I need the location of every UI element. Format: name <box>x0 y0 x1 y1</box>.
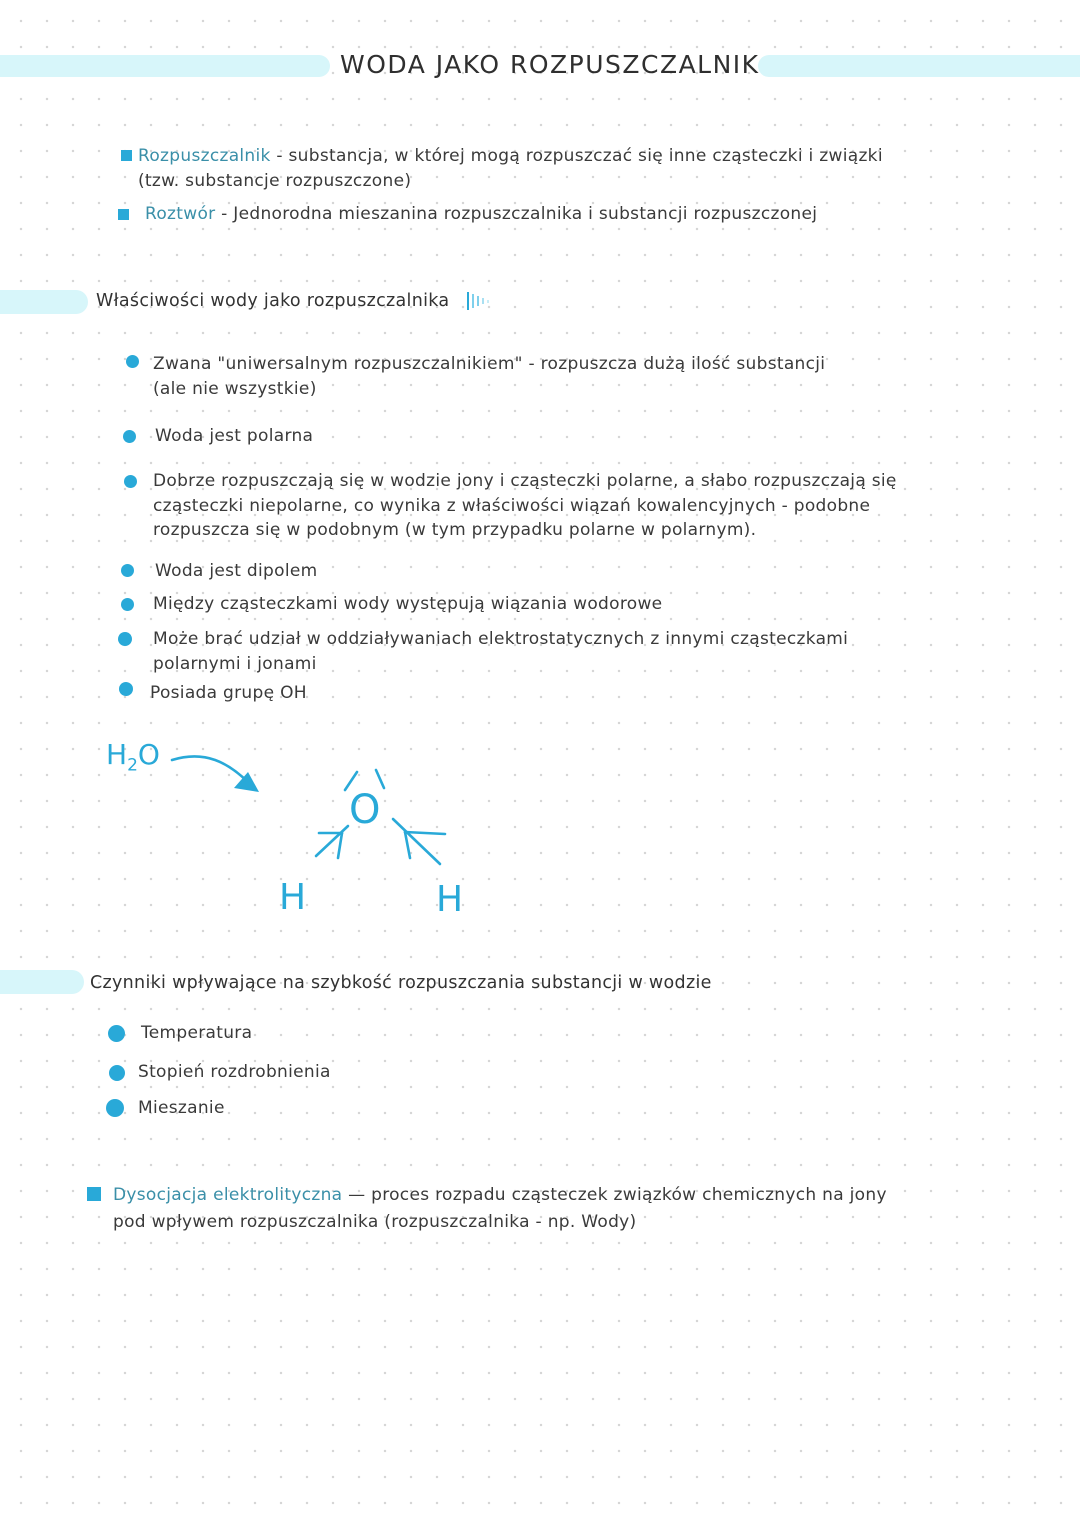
factor-item: Stopień rozdrobnienia <box>138 1062 331 1082</box>
formula-element-h: H <box>106 738 128 771</box>
section-heading-properties: Właściwości wody jako rozpuszczalnika <box>96 291 450 311</box>
bond-right <box>393 819 440 864</box>
section-heading-factors: Czynniki wpływające na szybkość rozpuszczania substancji w wodzie <box>90 973 712 993</box>
definition-text: - Jednorodna mieszanina rozpuszczalnika i substancji rozpuszczonej <box>215 204 818 224</box>
bullet-icon <box>106 1099 124 1117</box>
page-title: WODA JAKO ROZPUSZCZALNIK <box>340 50 760 79</box>
bullet-icon <box>108 1025 125 1042</box>
factor-item: Temperatura <box>141 1023 253 1043</box>
definition-term: Dysocjacja elektrolityczna <box>113 1185 343 1205</box>
bond-left <box>316 826 348 856</box>
bullet-icon <box>109 1065 125 1081</box>
property-item: Może brać udział w oddziaływaniach elektrostatycznych z innymi cząsteczkami <box>153 629 849 649</box>
formula-element-o: O <box>137 738 160 771</box>
property-item-continued: cząsteczki niepolarne, co wynika z właściwości wiązań kowalencyjnych - podobne <box>153 496 871 516</box>
arrow-head-icon <box>234 772 259 792</box>
property-item: Dobrze rozpuszczają się w wodzie jony i cząsteczki polarne, a słabo rozpuszczają się <box>153 471 897 491</box>
formula-subscript: 2 <box>127 755 138 776</box>
hydrogen-atom-left: H <box>279 877 307 918</box>
definition-text-continued: pod wpływem rozpuszczalnika (rozpuszczalnika - np. Wody) <box>113 1212 637 1232</box>
lone-pair-right <box>376 770 384 788</box>
property-item-continued: polarnymi i jonami <box>153 654 317 674</box>
definition-dissociation <box>113 1183 887 1207</box>
property-item-continued: rozpuszcza się w podobnym (w tym przypadku polarne w polarnym). <box>153 520 757 540</box>
property-item: Posiada grupę OH <box>150 683 307 703</box>
section-highlight <box>0 970 84 994</box>
oxygen-atom: O <box>349 787 381 833</box>
factor-item: Mieszanie <box>138 1098 225 1118</box>
property-item: Zwana "uniwersalnym rozpuszczalnikiem" - rozpuszcza dużą ilość substancji <box>153 354 826 374</box>
definition-text-continued: (tzw. substancje rozpuszczone) <box>138 171 412 191</box>
dipole-arrow-right-head <box>405 832 445 834</box>
hydrogen-atom-right: H <box>436 879 464 920</box>
property-item: Woda jest polarna <box>155 426 314 446</box>
definition-text: — proces rozpadu cząsteczek związków chemicznych na jony <box>342 1185 887 1205</box>
property-item: Między cząsteczkami wody występują wiązania wodorowe <box>153 594 663 614</box>
property-item: Woda jest dipolem <box>155 561 318 581</box>
property-item-continued: (ale nie wszystkie) <box>153 379 317 399</box>
definition-text: - substancja, w której mogą rozpuszczać się inne cząsteczki i związki <box>270 146 883 166</box>
definition-term: Roztwór <box>145 204 216 224</box>
arrow-curve <box>172 756 250 784</box>
definition-term: Rozpuszczalnik <box>138 146 271 166</box>
dipole-arrow-left-shaft <box>338 833 342 858</box>
square-bullet-icon <box>87 1187 101 1201</box>
